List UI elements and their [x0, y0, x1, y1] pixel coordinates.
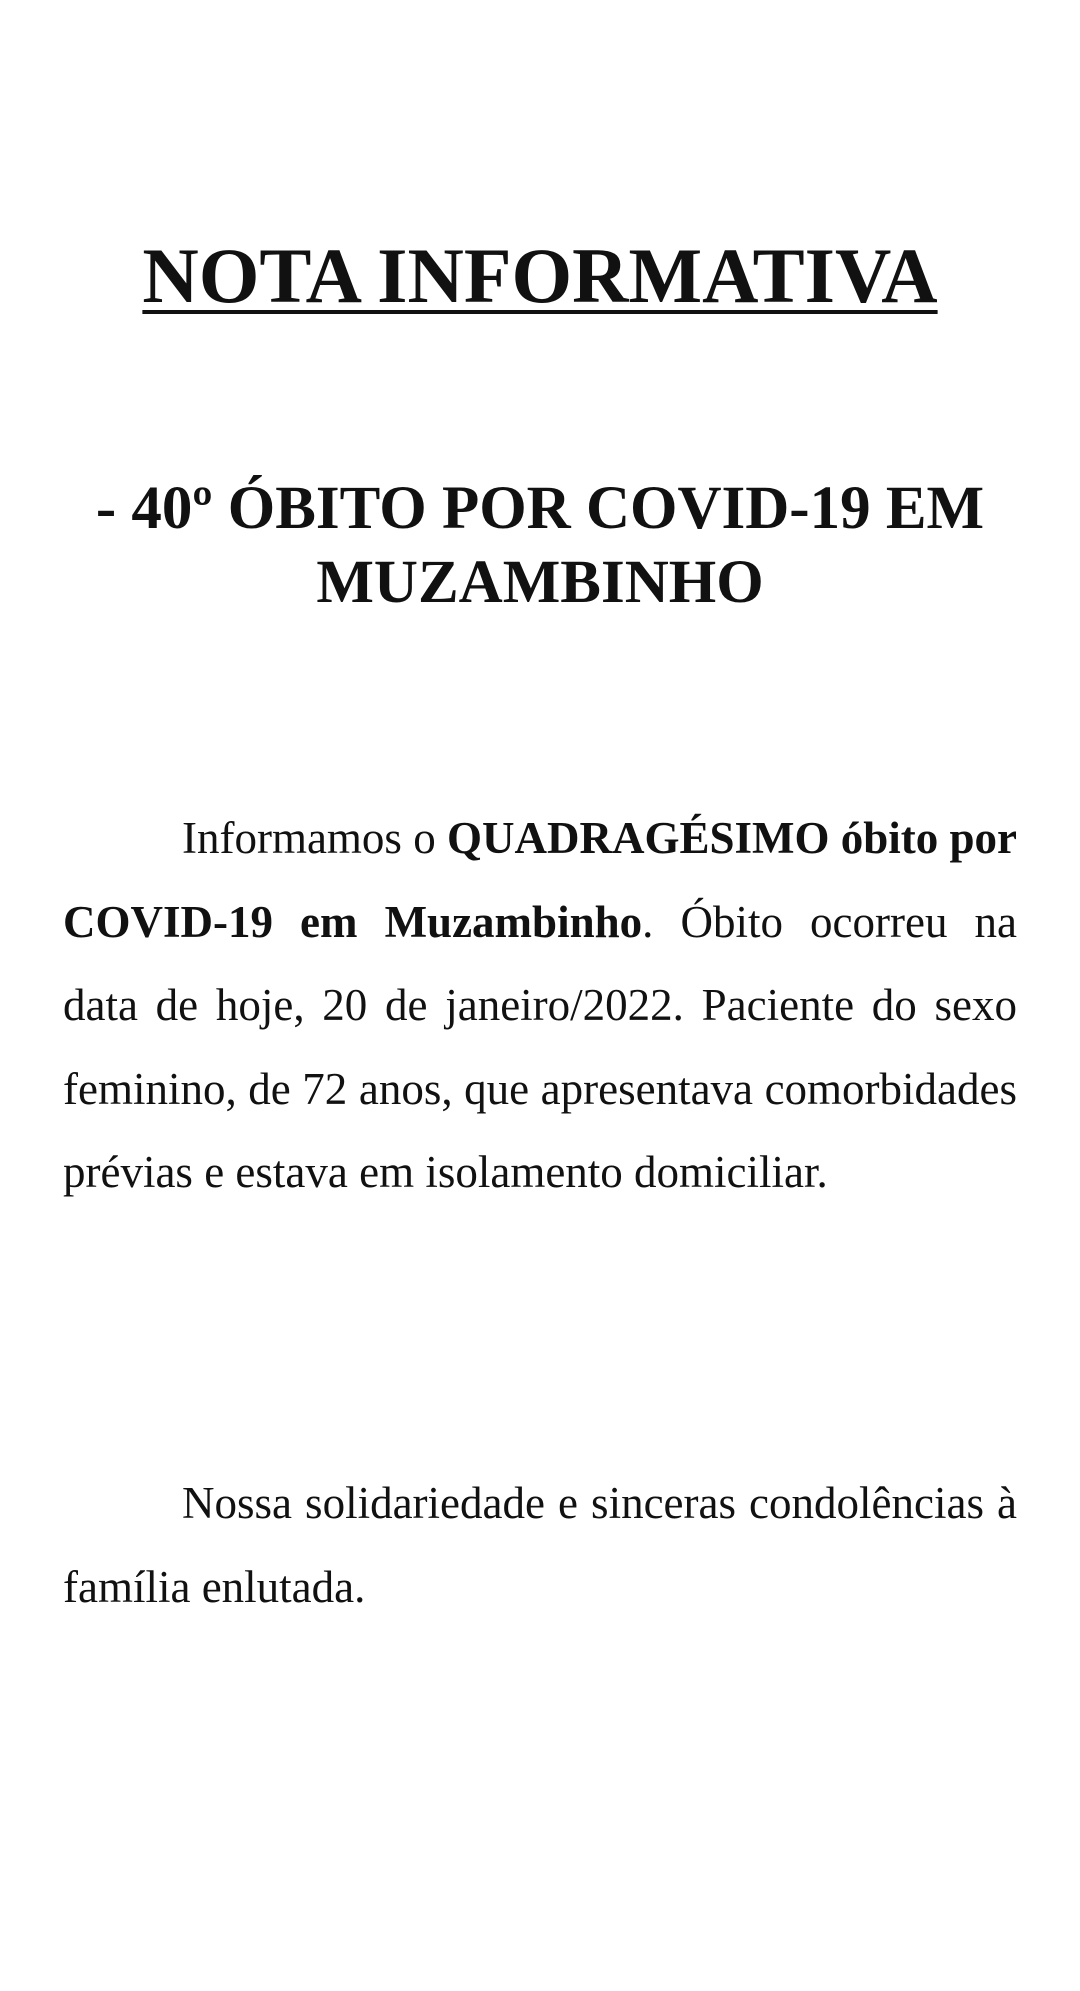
paragraph-announcement-rest: . Óbito ocorreu na data de hoje, 20 de janeiro/2022. Paciente do sexo feminino, de 72 anos, que apresentava comorbidades prévias e estava em isolamento domiciliar.	[63, 896, 1017, 1197]
paragraph-announcement-bold: QUADRAGÉSIMO óbito por COVID-19 em Muzambinho	[63, 813, 1017, 947]
document-title-text: NOTA INFORMATIVA	[142, 232, 938, 319]
document-subtitle: - 40º ÓBITO POR COVID-19 EM MUZAMBINHO	[95, 475, 985, 616]
paragraph-condolences	[63, 1462, 1017, 1629]
paragraph-announcement	[63, 797, 1017, 1215]
document-title	[0, 228, 1080, 324]
paragraph-condolences-text: Nossa solidariedade e sinceras condolências à família enlutada.	[63, 1478, 1017, 1612]
paragraph-announcement-lead: Informamos o	[182, 813, 447, 863]
